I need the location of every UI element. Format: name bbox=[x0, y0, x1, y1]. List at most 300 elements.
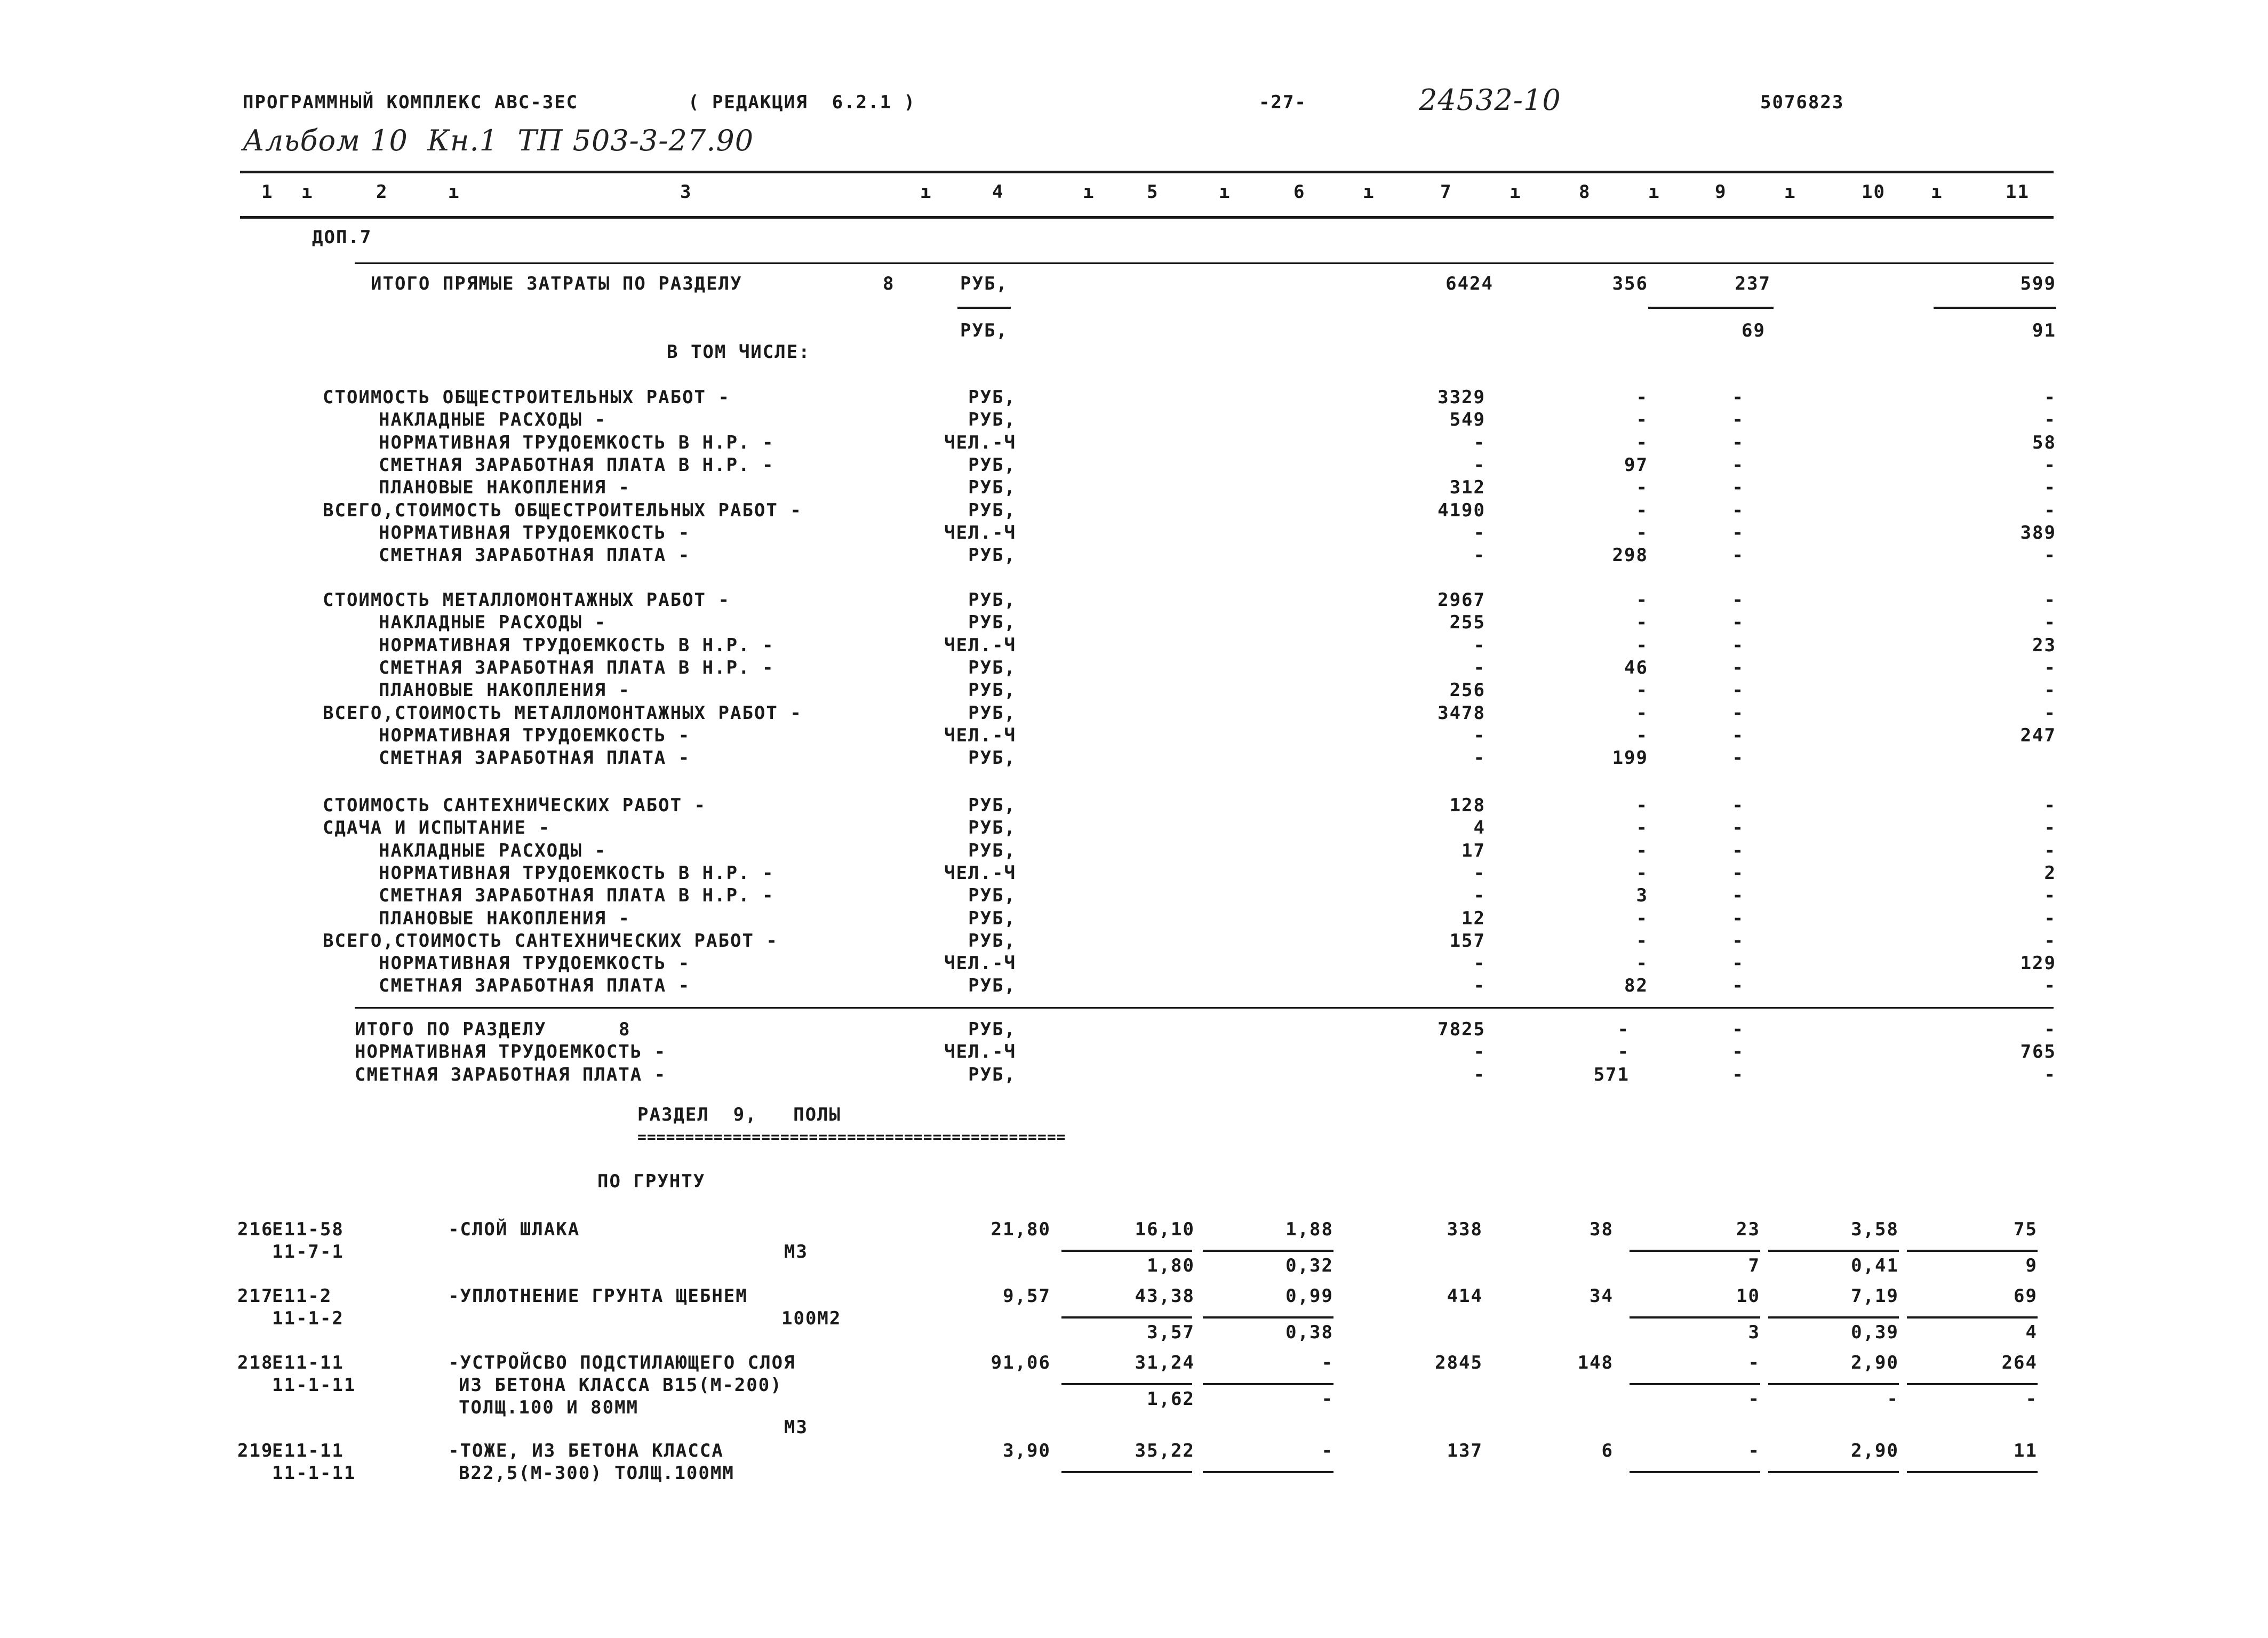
value-col7: 255 bbox=[1449, 612, 1486, 634]
section-total-rule bbox=[355, 1007, 2054, 1009]
item-underline bbox=[1768, 1383, 1899, 1385]
item-quantity: 3,90 bbox=[1003, 1440, 1051, 1461]
value-col9: - bbox=[1732, 747, 1744, 769]
value-col8: 298 bbox=[1612, 545, 1648, 566]
unit: ЧЕЛ.-Ч bbox=[944, 634, 1016, 656]
item-underline bbox=[1061, 1316, 1192, 1319]
item-price-col6: 0,99 bbox=[1285, 1285, 1333, 1307]
value-col9: - bbox=[1732, 1064, 1744, 1085]
breakdown-label: НОРМАТИВНАЯ ТРУДОЕМКОСТЬ - bbox=[379, 522, 691, 544]
item-price-col6: - bbox=[1321, 1440, 1333, 1461]
item-number: 217 bbox=[237, 1285, 274, 1307]
item-underline bbox=[1630, 1316, 1760, 1319]
value-col8: 3 bbox=[1636, 885, 1648, 907]
value-col8: - bbox=[1636, 477, 1648, 499]
value-col7: 2845 bbox=[1435, 1352, 1483, 1373]
value-col7: 3329 bbox=[1438, 387, 1486, 408]
column-header-11: 11 bbox=[2006, 181, 2030, 203]
item-underline bbox=[1768, 1250, 1899, 1252]
column-separator: ı bbox=[1648, 181, 1660, 203]
value-col11: - bbox=[2044, 795, 2056, 816]
dop-label: ДОП.7 bbox=[312, 227, 372, 248]
value-col10: 2,90 bbox=[1851, 1440, 1899, 1461]
item-underline bbox=[1768, 1316, 1899, 1319]
unit: РУБ, bbox=[968, 657, 1016, 678]
column-header-7: 7 bbox=[1440, 181, 1452, 203]
value-col11: - bbox=[2044, 589, 2056, 611]
item-code-secondary: 11-1-11 bbox=[272, 1375, 356, 1396]
unit: РУБ, bbox=[968, 885, 1016, 907]
value-col9: - bbox=[1732, 885, 1744, 907]
unit: РУБ, bbox=[968, 545, 1016, 566]
column-header-10: 10 bbox=[1862, 181, 1886, 203]
value-col7: 4190 bbox=[1438, 499, 1486, 521]
page-number: -27- bbox=[1259, 92, 1307, 113]
unit: РУБ, bbox=[968, 747, 1016, 769]
item-name: -ТОЖЕ, ИЗ БЕТОНА КЛАССА bbox=[448, 1440, 724, 1461]
value-col7: - bbox=[1473, 747, 1486, 769]
value-col8: - bbox=[1617, 1041, 1630, 1063]
doc-number: 5076823 bbox=[1760, 92, 1844, 113]
value-col8: - bbox=[1636, 953, 1648, 974]
value-col11: - bbox=[2044, 975, 2056, 997]
item-underline bbox=[1203, 1250, 1333, 1252]
value-col9: 69 bbox=[1742, 320, 1766, 341]
value-col7: 12 bbox=[1462, 907, 1486, 929]
edition: ( РЕДАКЦИЯ 6.2.1 ) bbox=[688, 92, 916, 113]
value-col8: 46 bbox=[1624, 657, 1648, 678]
value-col9: - bbox=[1732, 634, 1744, 656]
unit: РУБ, bbox=[968, 477, 1016, 499]
value-col11: - bbox=[2044, 499, 2056, 521]
column-separator: ı bbox=[920, 181, 932, 203]
value-col9: - bbox=[1748, 1388, 1760, 1410]
item-underline bbox=[1630, 1250, 1760, 1252]
value-col11: 4 bbox=[2025, 1322, 2038, 1343]
value-col10: 2,90 bbox=[1851, 1352, 1899, 1373]
unit: РУБ, bbox=[968, 930, 1016, 952]
value-col11: 129 bbox=[2020, 953, 2056, 974]
item-name: ИЗ БЕТОНА КЛАССА В15(М-200) bbox=[459, 1375, 782, 1396]
value-col11: 264 bbox=[2001, 1352, 2038, 1373]
unit: РУБ, bbox=[968, 612, 1016, 634]
unit: РУБ, bbox=[968, 795, 1016, 816]
value-col9: 237 bbox=[1735, 273, 1771, 294]
item-underline bbox=[1768, 1471, 1899, 1473]
item-number: 216 bbox=[237, 1219, 274, 1240]
album-note: Альбом 10 Кн.1 ТП 503-3-27.90 bbox=[243, 124, 754, 157]
value-col9: - bbox=[1732, 477, 1744, 499]
value-col7: - bbox=[1473, 862, 1486, 884]
unit: РУБ, bbox=[968, 387, 1016, 408]
item-underline bbox=[1203, 1316, 1333, 1319]
value-col11: 58 bbox=[2032, 432, 2056, 453]
value-col8: - bbox=[1636, 634, 1648, 656]
breakdown-label: НАКЛАДНЫЕ РАСХОДЫ - bbox=[379, 612, 606, 634]
section9-subtitle: ПО ГРУНТУ bbox=[597, 1171, 706, 1192]
value-col9: - bbox=[1732, 840, 1744, 861]
value-col11: - bbox=[2044, 409, 2056, 431]
value-col11: 247 bbox=[2020, 724, 2056, 746]
value-col11: - bbox=[2044, 907, 2056, 929]
value-col11: - bbox=[2044, 817, 2056, 839]
item-underline bbox=[1630, 1471, 1760, 1473]
program-name: ПРОГРАММНЫЙ КОМПЛЕКС АВС-3ЕС bbox=[243, 92, 579, 113]
section-total-label: СМЕТНАЯ ЗАРАБОТНАЯ ПЛАТА - bbox=[355, 1064, 667, 1085]
item-code: Е11-58 bbox=[272, 1219, 344, 1240]
item-name: ТОЛЩ.100 И 80ММ bbox=[459, 1397, 639, 1418]
value-col10: - bbox=[1887, 1388, 1899, 1410]
unit: ЧЕЛ.-Ч bbox=[944, 724, 1016, 746]
unit: ЧЕЛ.-Ч bbox=[944, 1041, 1016, 1063]
unit: РУБ, bbox=[968, 454, 1016, 476]
unit: ЧЕЛ.-Ч bbox=[944, 432, 1016, 453]
item-code: Е11-2 bbox=[272, 1285, 332, 1307]
item-underline bbox=[1630, 1383, 1760, 1385]
value-col9: - bbox=[1732, 953, 1744, 974]
value-col8: 97 bbox=[1624, 454, 1648, 476]
section-total-number: 8 bbox=[619, 1019, 631, 1040]
item-price-col6: 1,88 bbox=[1285, 1219, 1333, 1240]
value-col8: - bbox=[1636, 840, 1648, 861]
breakdown-label: ПЛАНОВЫЕ НАКОПЛЕНИЯ - bbox=[379, 477, 630, 499]
breakdown-label: СТОИМОСТЬ МЕТАЛЛОМОНТАЖНЫХ РАБОТ - bbox=[323, 589, 730, 611]
value-col11: - bbox=[2044, 680, 2056, 701]
value-col8: 6 bbox=[1601, 1440, 1614, 1461]
column-header-6: 6 bbox=[1293, 181, 1306, 203]
header-rule-bottom bbox=[240, 216, 2054, 219]
unit: ЧЕЛ.-Ч bbox=[944, 862, 1016, 884]
value-col8: - bbox=[1636, 522, 1648, 544]
value-col7: 4 bbox=[1473, 817, 1486, 839]
item-price-col5: 16,10 bbox=[1135, 1219, 1195, 1240]
unit: РУБ, bbox=[968, 1064, 1016, 1085]
item-number: 218 bbox=[237, 1352, 274, 1373]
item-quantity: 91,06 bbox=[991, 1352, 1051, 1373]
value-col8: - bbox=[1636, 907, 1648, 929]
handwritten-code: 24532-10 bbox=[1419, 83, 1561, 117]
value-col9: - bbox=[1732, 724, 1744, 746]
breakdown-label: СМЕТНАЯ ЗАРАБОТНАЯ ПЛАТА - bbox=[379, 975, 691, 997]
value-col7: - bbox=[1473, 885, 1486, 907]
item-underline bbox=[1061, 1471, 1192, 1473]
value-col11: 765 bbox=[2020, 1041, 2056, 1063]
value-col8: 148 bbox=[1577, 1352, 1614, 1373]
value-col7: 137 bbox=[1447, 1440, 1483, 1461]
value-col11: - bbox=[2044, 545, 2056, 566]
section-total-label: ИТОГО ПО РАЗДЕЛУ bbox=[355, 1019, 547, 1040]
value-col11: 599 bbox=[2020, 273, 2056, 294]
section9-rule: ============================================= bbox=[637, 1128, 1066, 1146]
value-col7: - bbox=[1473, 522, 1486, 544]
item-unit: М3 bbox=[784, 1241, 808, 1263]
section9-title: РАЗДЕЛ 9, ПОЛЫ bbox=[637, 1104, 841, 1125]
value-col11: - bbox=[2044, 612, 2056, 634]
value-col11: - bbox=[2044, 702, 2056, 724]
item-underline bbox=[1907, 1471, 2038, 1473]
unit: РУБ, bbox=[968, 1019, 1016, 1040]
value-col8: - bbox=[1636, 589, 1648, 611]
breakdown-label: СДАЧА И ИСПЫТАНИЕ - bbox=[323, 817, 550, 839]
value-col9: 10 bbox=[1736, 1285, 1760, 1307]
value-col8: 199 bbox=[1612, 747, 1648, 769]
item-price-col5: 31,24 bbox=[1135, 1352, 1195, 1373]
breakdown-label: СМЕТНАЯ ЗАРАБОТНАЯ ПЛАТА В Н.Р. - bbox=[379, 454, 774, 476]
unit: РУБ, bbox=[968, 907, 1016, 929]
value-col10: 0,41 bbox=[1851, 1255, 1899, 1276]
value-underline bbox=[1934, 307, 2056, 309]
item-quantity: 9,57 bbox=[1003, 1285, 1051, 1307]
value-col10: 0,39 bbox=[1851, 1322, 1899, 1343]
unit: РУБ, bbox=[968, 840, 1016, 861]
column-separator: ı bbox=[301, 181, 314, 203]
value-col9: - bbox=[1732, 454, 1744, 476]
value-col11: 9 bbox=[2025, 1255, 2038, 1276]
item-price-col6: 0,32 bbox=[1285, 1255, 1333, 1276]
value-col9: - bbox=[1732, 1041, 1744, 1063]
item-unit: М3 bbox=[784, 1417, 808, 1438]
breakdown-label: НОРМАТИВНАЯ ТРУДОЕМКОСТЬ - bbox=[379, 953, 691, 974]
item-price-col6: - bbox=[1321, 1388, 1333, 1410]
value-col7: 3478 bbox=[1438, 702, 1486, 724]
breakdown-label: СМЕТНАЯ ЗАРАБОТНАЯ ПЛАТА - bbox=[379, 545, 691, 566]
column-header-4: 4 bbox=[992, 181, 1004, 203]
item-quantity: 21,80 bbox=[991, 1219, 1051, 1240]
item-underline bbox=[1907, 1250, 2038, 1252]
value-col9: - bbox=[1732, 817, 1744, 839]
value-col9: - bbox=[1732, 680, 1744, 701]
value-col10: 3,58 bbox=[1851, 1219, 1899, 1240]
unit: РУБ, bbox=[968, 589, 1016, 611]
value-col7: 17 bbox=[1462, 840, 1486, 861]
value-col10: 7,19 bbox=[1851, 1285, 1899, 1307]
breakdown-label: НОРМАТИВНАЯ ТРУДОЕМКОСТЬ В Н.Р. - bbox=[379, 634, 774, 656]
value-col9: - bbox=[1732, 930, 1744, 952]
item-price-col5: 1,62 bbox=[1147, 1388, 1195, 1410]
value-col8: - bbox=[1617, 1019, 1630, 1040]
value-col9: - bbox=[1732, 862, 1744, 884]
value-col8: 34 bbox=[1590, 1285, 1614, 1307]
value-col7: 7825 bbox=[1438, 1019, 1486, 1040]
item-name: -СЛОЙ ШЛАКА bbox=[448, 1219, 580, 1240]
value-col7: 2967 bbox=[1438, 589, 1486, 611]
breakdown-label: ПЛАНОВЫЕ НАКОПЛЕНИЯ - bbox=[379, 680, 630, 701]
value-col11: - bbox=[2044, 454, 2056, 476]
value-col9: - bbox=[1732, 499, 1744, 521]
column-header-2: 2 bbox=[376, 181, 388, 203]
value-col8: 571 bbox=[1593, 1064, 1630, 1085]
breakdown-label: НОРМАТИВНАЯ ТРУДОЕМКОСТЬ В Н.Р. - bbox=[379, 862, 774, 884]
value-col9: - bbox=[1732, 432, 1744, 453]
including-label: В ТОМ ЧИСЛЕ: bbox=[667, 341, 811, 363]
item-code: Е11-11 bbox=[272, 1352, 344, 1373]
value-col9: 7 bbox=[1748, 1255, 1760, 1276]
header-rule-top bbox=[240, 171, 2054, 173]
item-underline bbox=[1203, 1383, 1333, 1385]
breakdown-label: СМЕТНАЯ ЗАРАБОТНАЯ ПЛАТА В Н.Р. - bbox=[379, 657, 774, 678]
item-code-secondary: 11-1-11 bbox=[272, 1463, 356, 1484]
value-col9: - bbox=[1732, 975, 1744, 997]
value-col9: - bbox=[1732, 1019, 1744, 1040]
value-col11: 69 bbox=[2014, 1285, 2038, 1307]
value-col7: - bbox=[1473, 1064, 1486, 1085]
value-col9: 3 bbox=[1748, 1322, 1760, 1343]
value-col9: - bbox=[1732, 409, 1744, 431]
value-col8: - bbox=[1636, 409, 1648, 431]
breakdown-label: НАКЛАДНЫЕ РАСХОДЫ - bbox=[379, 409, 606, 431]
item-unit: 100М2 bbox=[781, 1308, 842, 1329]
value-col7: 549 bbox=[1449, 409, 1486, 431]
value-col8: - bbox=[1636, 817, 1648, 839]
item-underline bbox=[1061, 1383, 1192, 1385]
column-separator: ı bbox=[1363, 181, 1375, 203]
unit: ЧЕЛ.-Ч bbox=[944, 953, 1016, 974]
value-col7: - bbox=[1473, 657, 1486, 678]
breakdown-label: ПЛАНОВЫЕ НАКОПЛЕНИЯ - bbox=[379, 907, 630, 929]
item-code: Е11-11 bbox=[272, 1440, 344, 1461]
value-col7: 256 bbox=[1449, 680, 1486, 701]
value-col11: 23 bbox=[2032, 634, 2056, 656]
value-col7: 312 bbox=[1449, 477, 1486, 499]
unit: РУБ, bbox=[968, 499, 1016, 521]
column-separator: ı bbox=[1510, 181, 1522, 203]
value-col8: - bbox=[1636, 724, 1648, 746]
value-col8: - bbox=[1636, 432, 1648, 453]
column-header-3: 3 bbox=[680, 181, 692, 203]
value-col11: - bbox=[2025, 1388, 2038, 1410]
value-col7: 6424 bbox=[1446, 273, 1494, 294]
column-header-5: 5 bbox=[1147, 181, 1159, 203]
value-col11: - bbox=[2044, 1064, 2056, 1085]
value-col8: 356 bbox=[1612, 273, 1648, 294]
breakdown-label: СТОИМОСТЬ САНТЕХНИЧЕСКИХ РАБОТ - bbox=[323, 795, 707, 816]
value-col9: - bbox=[1748, 1352, 1760, 1373]
breakdown-label: СТОИМОСТЬ ОБЩЕСТРОИТЕЛЬНЫХ РАБОТ - bbox=[323, 387, 730, 408]
column-header-8: 8 bbox=[1579, 181, 1591, 203]
item-price-col5: 1,80 bbox=[1147, 1255, 1195, 1276]
breakdown-label: ВСЕГО,СТОИМОСТЬ ОБЩЕСТРОИТЕЛЬНЫХ РАБОТ - bbox=[323, 499, 802, 521]
value-col11: 11 bbox=[2014, 1440, 2038, 1461]
value-col8: - bbox=[1636, 930, 1648, 952]
value-col9: - bbox=[1732, 702, 1744, 724]
section-total-label: НОРМАТИВНАЯ ТРУДОЕМКОСТЬ - bbox=[355, 1041, 667, 1063]
item-code-secondary: 11-7-1 bbox=[272, 1241, 344, 1263]
value-col8: - bbox=[1636, 795, 1648, 816]
value-col8: - bbox=[1636, 702, 1648, 724]
column-separator: ı bbox=[1083, 181, 1095, 203]
item-price-col6: - bbox=[1321, 1352, 1333, 1373]
value-col11: - bbox=[2044, 1019, 2056, 1040]
value-col9: - bbox=[1732, 612, 1744, 634]
value-col11: 389 bbox=[2020, 522, 2056, 544]
value-col11: - bbox=[2044, 657, 2056, 678]
breakdown-label: НОРМАТИВНАЯ ТРУДОЕМКОСТЬ - bbox=[379, 724, 691, 746]
value-col11: - bbox=[2044, 885, 2056, 907]
item-underline bbox=[1203, 1471, 1333, 1473]
value-col7: 338 bbox=[1447, 1219, 1483, 1240]
column-separator: ı bbox=[448, 181, 460, 203]
item-code-secondary: 11-1-2 bbox=[272, 1308, 344, 1329]
value-col7: 157 bbox=[1449, 930, 1486, 952]
value-col8: - bbox=[1636, 612, 1648, 634]
value-col11: - bbox=[2044, 477, 2056, 499]
item-price-col5: 35,22 bbox=[1135, 1440, 1195, 1461]
value-col7: - bbox=[1473, 1041, 1486, 1063]
value-col7: - bbox=[1473, 953, 1486, 974]
breakdown-label: НОРМАТИВНАЯ ТРУДОЕМКОСТЬ В Н.Р. - bbox=[379, 432, 774, 453]
value-col7: - bbox=[1473, 975, 1486, 997]
item-underline bbox=[1907, 1383, 2038, 1385]
unit: РУБ, bbox=[960, 320, 1008, 341]
item-price-col5: 43,38 bbox=[1135, 1285, 1195, 1307]
value-col7: - bbox=[1473, 545, 1486, 566]
breakdown-label: СМЕТНАЯ ЗАРАБОТНАЯ ПЛАТА - bbox=[379, 747, 691, 769]
column-separator: ı bbox=[1784, 181, 1796, 203]
item-name: -УСТРОЙСВО ПОДСТИЛАЮЩЕГО СЛОЯ bbox=[448, 1352, 796, 1373]
value-col8: - bbox=[1636, 862, 1648, 884]
unit: РУБ, bbox=[968, 817, 1016, 839]
value-col9: - bbox=[1732, 545, 1744, 566]
section8-number: 8 bbox=[883, 273, 895, 294]
unit: РУБ, bbox=[960, 273, 1008, 294]
value-col8: 38 bbox=[1590, 1219, 1614, 1240]
value-col7: - bbox=[1473, 634, 1486, 656]
value-col11: - bbox=[2044, 840, 2056, 861]
breakdown-label: СМЕТНАЯ ЗАРАБОТНАЯ ПЛАТА В Н.Р. - bbox=[379, 885, 774, 907]
item-name: В22,5(М-300) ТОЛЩ.100ММ bbox=[459, 1463, 734, 1484]
value-col9: - bbox=[1748, 1440, 1760, 1461]
column-header-9: 9 bbox=[1715, 181, 1727, 203]
value-col11: 2 bbox=[2044, 862, 2056, 884]
item-name: -УПЛОТНЕНИЕ ГРУНТА ЩЕБНЕМ bbox=[448, 1285, 748, 1307]
value-col9: - bbox=[1732, 522, 1744, 544]
value-col9: - bbox=[1732, 907, 1744, 929]
value-col11: - bbox=[2044, 387, 2056, 408]
section8-rule bbox=[355, 262, 2054, 264]
value-col7: - bbox=[1473, 432, 1486, 453]
value-col9: - bbox=[1732, 387, 1744, 408]
column-header-1: 1 bbox=[261, 181, 274, 203]
value-col9: - bbox=[1732, 795, 1744, 816]
value-col9: 23 bbox=[1736, 1219, 1760, 1240]
value-col8: - bbox=[1636, 680, 1648, 701]
unit-underline bbox=[957, 307, 1011, 309]
breakdown-label: НАКЛАДНЫЕ РАСХОДЫ - bbox=[379, 840, 606, 861]
item-underline bbox=[1061, 1250, 1192, 1252]
value-col11: 75 bbox=[2014, 1219, 2038, 1240]
item-number: 219 bbox=[237, 1440, 274, 1461]
breakdown-label: ВСЕГО,СТОИМОСТЬ МЕТАЛЛОМОНТАЖНЫХ РАБОТ - bbox=[323, 702, 802, 724]
item-price-col5: 3,57 bbox=[1147, 1322, 1195, 1343]
value-col7: - bbox=[1473, 724, 1486, 746]
value-col11: - bbox=[2044, 930, 2056, 952]
unit: РУБ, bbox=[968, 409, 1016, 431]
value-col9: - bbox=[1732, 589, 1744, 611]
column-separator: ı bbox=[1931, 181, 1943, 203]
unit: ЧЕЛ.-Ч bbox=[944, 522, 1016, 544]
unit: РУБ, bbox=[968, 680, 1016, 701]
value-col8: - bbox=[1636, 499, 1648, 521]
value-col11: 91 bbox=[2032, 320, 2056, 341]
item-underline bbox=[1907, 1316, 2038, 1319]
value-col8: 82 bbox=[1624, 975, 1648, 997]
value-col9: - bbox=[1732, 657, 1744, 678]
breakdown-label: ВСЕГО,СТОИМОСТЬ САНТЕХНИЧЕСКИХ РАБОТ - bbox=[323, 930, 778, 952]
column-separator: ı bbox=[1219, 181, 1231, 203]
value-col7: 128 bbox=[1449, 795, 1486, 816]
value-col7: 414 bbox=[1447, 1285, 1483, 1307]
item-price-col6: 0,38 bbox=[1285, 1322, 1333, 1343]
